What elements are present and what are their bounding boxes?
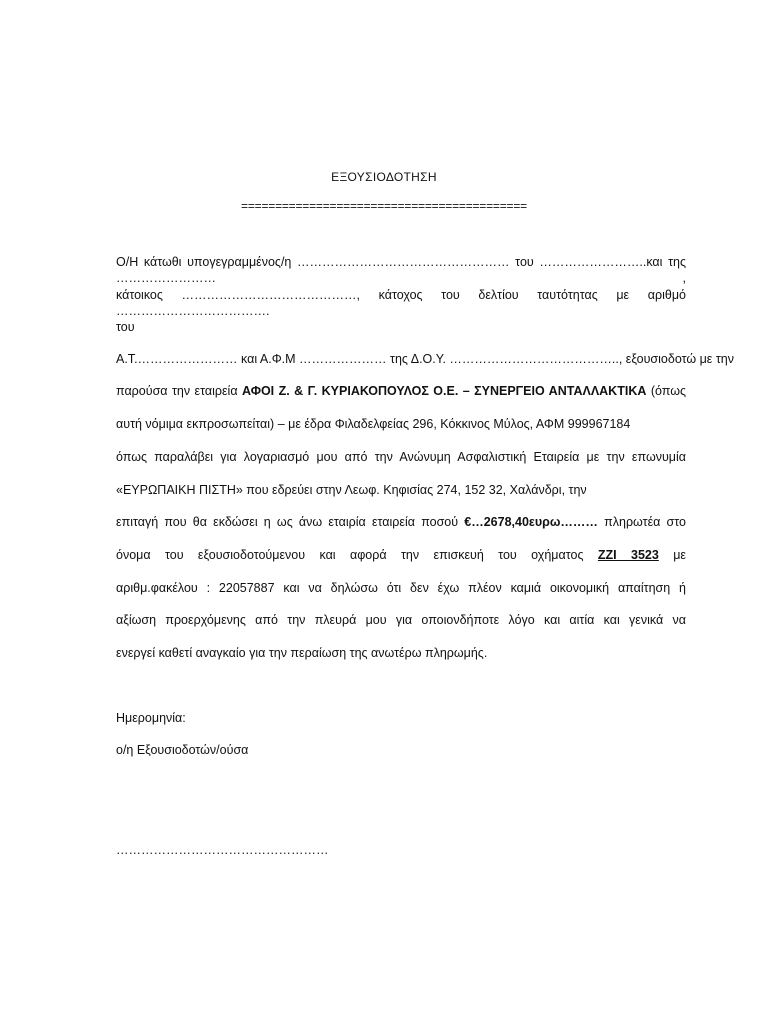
signer-label: ο/η Εξουσιοδοτών/ούσα [116, 743, 249, 757]
body-line-8: «ΕΥΡΩΠΑΙΚΗ ΠΙΣΤΗ» που εδρεύει στην Λεωφ. Κηφισίας 274, 152 32, Χαλάνδρι, την [116, 483, 587, 497]
body-line-13: ενεργεί καθετί αναγκαίο για την περαίωση της ανωτέρω πληρωμής. [116, 646, 488, 660]
vehicle-plate: ΖΖΙ 3523 [597, 548, 659, 562]
company-name: ΑΦΟΙ Ζ. & Γ. ΚΥΡΙΑΚΟΠΟΥΛΟΣ Ο.Ε. – ΣΥΝΕΡΓΕΙΟ ΑΝΤΑΛΛΑΚΤΙΚΑ [242, 384, 647, 398]
payment-amount: €…2678,40ευρω……… [464, 515, 598, 529]
body-line-7: όπως παραλάβει για λογαριασμό μου από την Ανώνυμη Ασφαλιστική Εταιρεία με την επωνυμία [116, 450, 686, 464]
body-line-12: αξίωση προερχόμενης από την πλευρά μου για οποιονδήποτε λόγο και αιτία και γενικά να [116, 613, 686, 627]
body-line-5-tail: (όπως [646, 384, 686, 398]
body-line-6: αυτή νόμιμα εκπροσωπείται) – με έδρα Φιλαδελφείας 296, Κόκκινος Μύλος, ΑΦΜ 999967184 [116, 417, 631, 431]
body-line-1: Ο/Η κάτωθι υπογεγραμμένος/η …………………………………………… του ……………………..και της …………………… , [116, 255, 686, 285]
body-line-10-text: όνομα του εξουσιοδοτούμενου και αφορά την επισκευή του οχήματος [116, 548, 598, 562]
body-line-4: Α.Τ.…………………… και Α.Φ.Μ ………………… της Δ.Ο.Υ. ………………………………….., εξουσιοδοτώ με την [116, 352, 734, 366]
body-line-9-text: επιταγή που θα εκδώσει η ως άνω εταιρία εταιρεία ποσού [116, 515, 465, 529]
date-label: Ημερομηνία: [116, 711, 186, 725]
body-line-5-text: παρούσα την εταιρεία [116, 384, 242, 398]
body-line-10 [116, 547, 686, 563]
body-line-5 [116, 383, 686, 399]
body-line-11: αριθμ.φακέλου : 22057887 και να δηλώσω ότι δεν έχω πλέον καμιά οικονομική απαίτηση ή [116, 581, 686, 595]
body-line-2: κάτοικος ……………………………………, κάτοχος του δελτίου ταυτότητας με αριθμό ………………………………. [116, 288, 686, 318]
signature-line: …………………………………………… [116, 843, 329, 857]
title-underline-rule: ========================================== [241, 199, 527, 213]
body-line-3: του [116, 320, 135, 334]
document-title: ΕΞΟΥΣΙΟΔΟΤΗΣΗ [331, 170, 437, 184]
body-line-10-tail: με [658, 548, 686, 562]
body-line-9-tail: πληρωτέα στο [597, 515, 686, 529]
body-line-9 [116, 514, 686, 530]
